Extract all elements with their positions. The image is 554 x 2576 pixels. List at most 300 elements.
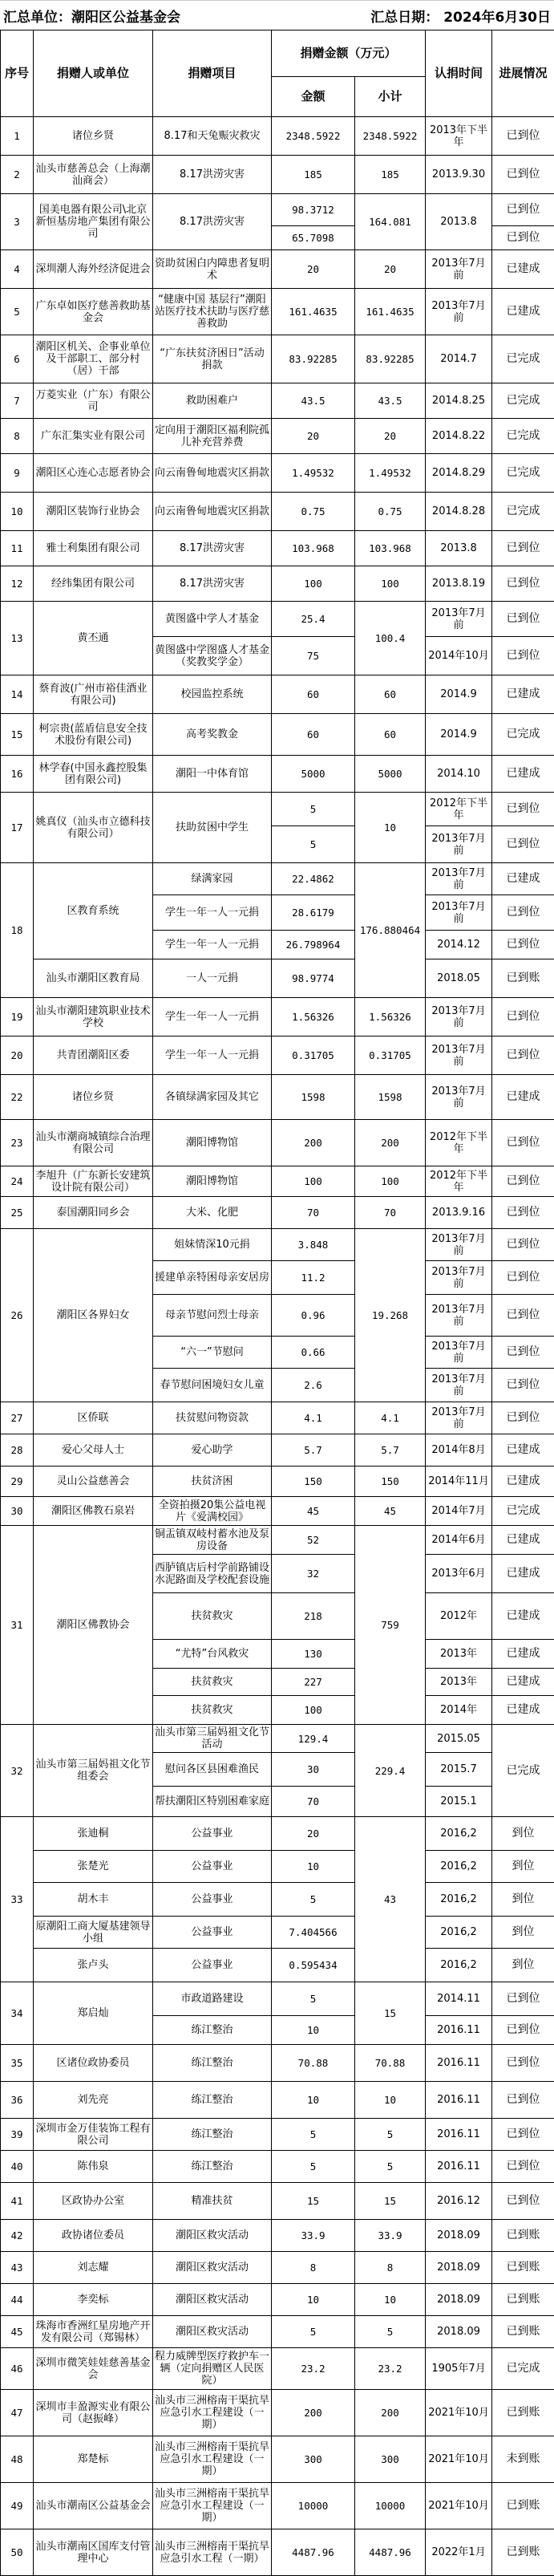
donation-table: [0, 30, 554, 2576]
cell-time: 2015.1: [426, 1787, 492, 1817]
cell-status: 已到位: [492, 117, 554, 156]
cell-time: 2014年: [426, 1696, 492, 1725]
cell-status: 已完成: [492, 493, 554, 531]
cell-amount: 28.6179: [272, 895, 355, 931]
cell-status: 已到位: [492, 1197, 554, 1229]
cell-amount: 4487.96: [272, 2529, 355, 2576]
cell-donor: 区侨联: [34, 1402, 153, 1434]
cell-time: 2014年6月: [426, 1526, 492, 1555]
cell-seq: 27: [1, 1402, 34, 1434]
cell-amount: 10: [272, 1851, 355, 1883]
cell-project: 8.17洪涝灾害: [153, 156, 272, 194]
cell-project: 母亲节慰问烈士母亲: [153, 1295, 272, 1337]
cell-donor: 潮阳区佛教石泉岩: [34, 1497, 153, 1526]
cell-donor: 胡木丰: [34, 1883, 153, 1917]
cell-status: 已到账: [492, 2390, 554, 2436]
cell-donor: 区政协办公室: [34, 2183, 153, 2220]
table-row: [1, 793, 554, 826]
cell-time: 2014年10月: [426, 637, 492, 675]
cell-amount: 200: [272, 2390, 355, 2436]
table-row: [1, 289, 554, 335]
cell-seq: 36: [1, 2082, 34, 2119]
table-row: [1, 2348, 554, 2390]
cell-time: 2018.05: [426, 959, 492, 998]
cell-time: 2013年7月前: [426, 1036, 492, 1075]
cell-amount: 100: [272, 1696, 355, 1725]
cell-seq: 26: [1, 1229, 34, 1402]
cell-project: 黄图盛中学图盛人才基金（奖教奖学金）: [153, 637, 272, 675]
cell-amount: 83.92285: [272, 335, 355, 383]
cell-time: 2012年下半年: [426, 793, 492, 826]
cell-seq: 9: [1, 454, 34, 493]
cell-project: 8.17洪涝灾害: [153, 566, 272, 602]
cell-project: “尤特”台风救灾: [153, 1640, 272, 1669]
cell-status: 已到位: [492, 531, 554, 566]
cell-status: 已到位: [492, 566, 554, 602]
cell-status: 已到账: [492, 959, 554, 998]
cell-amount: 0.595434: [272, 1949, 355, 1982]
cell-amount: 5: [272, 2316, 355, 2348]
table-row: [1, 2483, 554, 2529]
cell-time: 2014.11: [426, 1982, 492, 2016]
cell-time: 2013年下半年: [426, 117, 492, 156]
cell-time: 2014.9: [426, 675, 492, 714]
cell-amount: 185: [272, 156, 355, 194]
cell-amount: 130: [272, 1640, 355, 1669]
cell-donor: 深圳市微笑娃娃慈善基金会: [34, 2348, 153, 2390]
cell-subtotal: 19.268: [355, 1229, 426, 1402]
cell-amount: 23.2: [272, 2348, 355, 2390]
cell-project: 高考奖教金: [153, 714, 272, 756]
cell-status: 已建成: [492, 250, 554, 289]
cell-time: 2018.09: [426, 2220, 492, 2252]
cell-status: 已到位: [492, 1120, 554, 1166]
cell-project: 向云南鲁甸地震灾区捐款: [153, 493, 272, 531]
table-row: [1, 1725, 554, 1753]
cell-project: 扶贫救灾: [153, 1593, 272, 1640]
report-header: [0, 0, 554, 30]
cell-donor: 张迪桐: [34, 1817, 153, 1851]
cell-time: 2016.11: [426, 2045, 492, 2082]
cell-subtotal: 43.5: [355, 383, 426, 419]
cell-donor: 万菱实业（广东）有限公司: [34, 383, 153, 419]
cell-status: 已到账: [492, 2316, 554, 2348]
cell-seq: 2: [1, 156, 34, 194]
cell-amount: 161.4635: [272, 289, 355, 335]
cell-project: 练江整治: [153, 2045, 272, 2082]
cell-status: 已完成: [492, 1497, 554, 1526]
cell-amount: 10: [272, 2284, 355, 2316]
table-row: [1, 156, 554, 194]
cell-donor: 汕头市潮南区国库支付管理中心: [34, 2529, 153, 2576]
cell-status: 已到位: [492, 1229, 554, 1261]
cell-amount: 0.31705: [272, 1036, 355, 1075]
cell-status: 已建成: [492, 1466, 554, 1497]
cell-project: 公益事业: [153, 1851, 272, 1883]
cell-seq: 23: [1, 1120, 34, 1166]
cell-subtotal: 100: [355, 1166, 426, 1197]
cell-time: 2021年10月: [426, 2390, 492, 2436]
cell-project: 铜盂镇双岐村蓄水池及泵房设备: [153, 1526, 272, 1555]
table-row: [1, 531, 554, 566]
cell-amount: 98.3712: [272, 194, 355, 226]
cell-subtotal: 2348.5922: [355, 117, 426, 156]
cell-amount: 5: [272, 2151, 355, 2183]
cell-seq: 10: [1, 493, 34, 531]
cell-seq: 16: [1, 756, 34, 793]
cell-subtotal: 10: [355, 2284, 426, 2316]
cell-subtotal: 4487.96: [355, 2529, 426, 2576]
cell-time: 1905年7月: [426, 2348, 492, 2390]
cell-subtotal: 20: [355, 250, 426, 289]
cell-time: 2012年下半年: [426, 1120, 492, 1166]
cell-donor: 潮阳区机关、企事业单位及干部职工、部分村（居）干部: [34, 335, 153, 383]
cell-status: 已到账: [492, 2220, 554, 2252]
cell-status: 已建成: [492, 1696, 554, 1725]
cell-amount: 150: [272, 1466, 355, 1497]
cell-status: 已完成: [492, 454, 554, 493]
cell-status: 到位: [492, 1883, 554, 1917]
cell-project: 汕头市三洲榕南干渠抗旱应急引水工程建设（一期）: [153, 2483, 272, 2529]
cell-subtotal: 33.9: [355, 2220, 426, 2252]
cell-project: 8.17洪涝灾害: [153, 531, 272, 566]
cell-time: 2016.11: [426, 2119, 492, 2151]
cell-status: 已建成: [492, 1640, 554, 1669]
cell-project: 潮阳区救灾活动: [153, 2316, 272, 2348]
cell-time: 2013年7月前: [426, 1369, 492, 1402]
cell-time: 2013年7月前: [426, 1075, 492, 1120]
cell-status: 已到位: [492, 1166, 554, 1197]
cell-seq: 11: [1, 531, 34, 566]
table-row: [1, 1526, 554, 1555]
cell-status: 已到位: [492, 2183, 554, 2220]
cell-project: 姐妹情深10元捐: [153, 1229, 272, 1261]
cell-subtotal: 1.49532: [355, 454, 426, 493]
cell-status: 到位: [492, 1817, 554, 1851]
table-row: [1, 1166, 554, 1197]
cell-status: 已建成: [492, 1669, 554, 1696]
cell-donor: 汕头市慈善总会（上海潮汕商会）: [34, 156, 153, 194]
cell-project: 西胪镇店后村学前路铺设水泥路面及学校配套设施: [153, 1555, 272, 1593]
cell-project: 学生一年一人一元捐: [153, 895, 272, 931]
cell-donor: 郑楚标: [34, 2436, 153, 2483]
cell-seq: 6: [1, 335, 34, 383]
table-row: [1, 1917, 554, 1949]
cell-status: 已到位: [492, 2119, 554, 2151]
cell-status: 已建成: [492, 1526, 554, 1555]
cell-project: 程力威牌型医疗救护车一辆（定向捐赠区人民医院）: [153, 2348, 272, 2390]
cell-project: 春节慰问困境妇女儿童: [153, 1369, 272, 1402]
cell-amount: 7.404566: [272, 1917, 355, 1949]
cell-seq: 40: [1, 2151, 34, 2183]
cell-time: 2013年6月: [426, 1555, 492, 1593]
table-row: [1, 1120, 554, 1166]
cell-time: 2013.9.30: [426, 156, 492, 194]
cell-time: 2014.7: [426, 335, 492, 383]
cell-status: 到位: [492, 1949, 554, 1982]
cell-subtotal: 5000: [355, 756, 426, 793]
cell-seq: 31: [1, 1526, 34, 1725]
col-status: 进展情况: [492, 30, 554, 117]
table-row: [1, 1075, 554, 1120]
cell-subtotal: 0.75: [355, 493, 426, 531]
cell-time: 2014.9: [426, 714, 492, 756]
table-row: [1, 756, 554, 793]
cell-project: 8.17洪涝灾害: [153, 194, 272, 250]
table-row: [1, 2284, 554, 2316]
cell-project: 潮阳区救灾活动: [153, 2284, 272, 2316]
cell-time: 2016,2: [426, 1949, 492, 1982]
cell-amount: 20: [272, 419, 355, 454]
cell-subtotal: 229.4: [355, 1725, 426, 1817]
cell-donor: 区教育系统: [34, 863, 153, 959]
cell-project: 潮阳一中体育馆: [153, 756, 272, 793]
col-project: 捐赠项目: [153, 30, 272, 117]
table-row: [1, 1036, 554, 1075]
cell-status: 已完成: [492, 383, 554, 419]
cell-status: 已到账: [492, 2483, 554, 2529]
cell-seq: 46: [1, 2348, 34, 2390]
cell-status: 已建成: [492, 1555, 554, 1593]
cell-project: 潮阳博物馆: [153, 1120, 272, 1166]
cell-amount: 103.968: [272, 531, 355, 566]
cell-seq: 43: [1, 2252, 34, 2284]
col-amount: 金额: [272, 77, 355, 117]
cell-amount: 5: [272, 826, 355, 863]
cell-amount: 11.2: [272, 1261, 355, 1295]
cell-project: 爱心助学: [153, 1434, 272, 1466]
cell-project: 练江整治: [153, 2151, 272, 2183]
cell-donor: 泰国潮阳同乡会: [34, 1197, 153, 1229]
cell-seq: 30: [1, 1497, 34, 1526]
cell-donor: 深圳市金万佳装饰工程有限公司: [34, 2119, 153, 2151]
cell-status: 已到位: [492, 931, 554, 959]
cell-time: 2014.8.28: [426, 493, 492, 531]
cell-seq: 7: [1, 383, 34, 419]
cell-time: 2013年7月前: [426, 1402, 492, 1434]
cell-project: 全资拍摄20集公益电视片《爱满校园》: [153, 1497, 272, 1526]
table-row: [1, 419, 554, 454]
cell-time: 2016,2: [426, 1817, 492, 1851]
cell-amount: 70.88: [272, 2045, 355, 2082]
cell-status: 已到位: [492, 2045, 554, 2082]
cell-donor: 张卢头: [34, 1949, 153, 1982]
cell-donor: 诸位乡贤: [34, 1075, 153, 1120]
cell-project: “六一”节慰问: [153, 1337, 272, 1369]
table-row: [1, 493, 554, 531]
col-seq: 序号: [1, 30, 34, 117]
cell-subtotal: 0.31705: [355, 1036, 426, 1075]
cell-amount: 5: [272, 793, 355, 826]
cell-subtotal: 1598: [355, 1075, 426, 1120]
table-row: [1, 2252, 554, 2284]
cell-time: 2013年7月前: [426, 250, 492, 289]
cell-time: 2015.05: [426, 1725, 492, 1753]
cell-project: 援建单亲特困母亲安居房: [153, 1261, 272, 1295]
cell-project: 汕头市第三届妈祖文化节活动: [153, 1725, 272, 1753]
cell-donor: 共青团潮阳区委: [34, 1036, 153, 1075]
cell-subtotal: 103.968: [355, 531, 426, 566]
cell-seq: 33: [1, 1817, 34, 1982]
cell-seq: 20: [1, 1036, 34, 1075]
cell-status: 已到账: [492, 2252, 554, 2284]
table-row: [1, 454, 554, 493]
cell-donor: 汕头市潮南区公益基金会: [34, 2483, 153, 2529]
cell-seq: 1: [1, 117, 34, 156]
cell-seq: 39: [1, 2119, 34, 2151]
cell-seq: 13: [1, 602, 34, 675]
cell-status: 已建成: [492, 1434, 554, 1466]
cell-seq: 32: [1, 1725, 34, 1817]
cell-time: 2014.8.25: [426, 383, 492, 419]
cell-project: 潮阳区救灾活动: [153, 2220, 272, 2252]
cell-status: 已到位: [492, 1369, 554, 1402]
cell-amount: 10: [272, 2016, 355, 2045]
cell-status: 已完成: [492, 1725, 554, 1817]
cell-donor: 李旭升（广东新长安建筑设计院有限公司）: [34, 1166, 153, 1197]
cell-project: 黄图盛中学人才基金: [153, 602, 272, 637]
cell-donor: 姚真仪（汕头市立德科技有限公司）: [34, 793, 153, 863]
cell-amount: 65.7098: [272, 226, 355, 250]
cell-time: 2013.8: [426, 531, 492, 566]
cell-seq: 19: [1, 998, 34, 1036]
cell-project: 绿满家园: [153, 863, 272, 895]
cell-subtotal: 4.1: [355, 1402, 426, 1434]
table-row: [1, 2316, 554, 2348]
cell-seq: 4: [1, 250, 34, 289]
cell-seq: 5: [1, 289, 34, 335]
table-row: [1, 602, 554, 637]
table-row: [1, 2119, 554, 2151]
cell-seq: 17: [1, 793, 34, 863]
cell-amount: 5: [272, 1982, 355, 2016]
cell-time: 2013年7月前: [426, 1337, 492, 1369]
cell-subtotal: 70.88: [355, 2045, 426, 2082]
cell-seq: 18: [1, 863, 34, 998]
cell-donor: 柯宗贵(蓝盾信息安全技术股份有限公司): [34, 714, 153, 756]
cell-status: 到位: [492, 1851, 554, 1883]
cell-seq: 15: [1, 714, 34, 756]
cell-time: 2013.8.19: [426, 566, 492, 602]
cell-project: 练江整治: [153, 2119, 272, 2151]
cell-subtotal: 100: [355, 566, 426, 602]
cell-donor: 深圳潮人海外经济促进会: [34, 250, 153, 289]
cell-amount: 5: [272, 1883, 355, 1917]
cell-amount: 3.848: [272, 1229, 355, 1261]
cell-time: 2014年11月: [426, 1466, 492, 1497]
cell-amount: 20: [272, 1817, 355, 1851]
cell-amount: 60: [272, 675, 355, 714]
cell-status: 已到位: [492, 826, 554, 863]
cell-subtotal: 5: [355, 2316, 426, 2348]
cell-donor: 刘志耀: [34, 2252, 153, 2284]
cell-status: 已完成: [492, 2348, 554, 2390]
table-row: [1, 2390, 554, 2436]
cell-amount: 0.75: [272, 493, 355, 531]
cell-amount: 5000: [272, 756, 355, 793]
cell-subtotal: 83.92285: [355, 335, 426, 383]
cell-time: 2014.10: [426, 756, 492, 793]
cell-status: 已到位: [492, 1982, 554, 2016]
cell-time: 2013年: [426, 1640, 492, 1669]
cell-donor: 广东卓如医疗慈善救助基金会: [34, 289, 153, 335]
cell-seq: 28: [1, 1434, 34, 1466]
cell-status: 已建成: [492, 863, 554, 895]
table-row: [1, 2436, 554, 2483]
cell-status: 已到位: [492, 602, 554, 637]
cell-amount: 26.798964: [272, 931, 355, 959]
cell-subtotal: 1.56326: [355, 998, 426, 1036]
cell-status: 已到位: [492, 895, 554, 931]
cell-status: 已到位: [492, 2016, 554, 2045]
cell-project: “广东扶贫济困日”活动捐款: [153, 335, 272, 383]
cell-status: 已到位: [492, 156, 554, 194]
cell-seq: 50: [1, 2529, 34, 2576]
cell-project: 学生一年一人一元捐: [153, 998, 272, 1036]
cell-donor: 经纬集团有限公司: [34, 566, 153, 602]
cell-subtotal: 5: [355, 2151, 426, 2183]
cell-status: 未到账: [492, 2436, 554, 2483]
cell-donor: 区诸位政协委员: [34, 2045, 153, 2082]
cell-seq: 25: [1, 1197, 34, 1229]
cell-donor: 黄丕通: [34, 602, 153, 675]
cell-project: 扶贫救灾: [153, 1696, 272, 1725]
cell-donor: 陈伟泉: [34, 2151, 153, 2183]
cell-subtotal: 8: [355, 2252, 426, 2284]
cell-time: 2015.7: [426, 1753, 492, 1787]
cell-project: 扶贫救灾: [153, 1669, 272, 1696]
cell-seq: 35: [1, 2045, 34, 2082]
table-row: [1, 863, 554, 895]
table-row: [1, 194, 554, 226]
table-row: [1, 1434, 554, 1466]
cell-seq: 49: [1, 2483, 34, 2529]
cell-subtotal: 150: [355, 1466, 426, 1497]
cell-subtotal: 200: [355, 1120, 426, 1166]
table-row: [1, 998, 554, 1036]
table-row: [1, 1982, 554, 2016]
cell-seq: 3: [1, 194, 34, 250]
cell-amount: 1.56326: [272, 998, 355, 1036]
table-row: [1, 2151, 554, 2183]
cell-subtotal: 185: [355, 156, 426, 194]
cell-project: 学生一年一人一元捐: [153, 931, 272, 959]
cell-time: 2013年7月前: [426, 895, 492, 931]
cell-donor: 汕头市潮商城镇综合治理有限公司: [34, 1120, 153, 1166]
cell-project: 潮阳博物馆: [153, 1166, 272, 1197]
cell-donor: 潮阳区心连心志愿者协会: [34, 454, 153, 493]
table-row: [1, 117, 554, 156]
cell-project: 定向用于潮阳区福利院孤儿补充营养费: [153, 419, 272, 454]
cell-seq: 42: [1, 2220, 34, 2252]
cell-amount: 75: [272, 637, 355, 675]
cell-time: 2018.09: [426, 2252, 492, 2284]
cell-amount: 200: [272, 1120, 355, 1166]
table-row: [1, 1949, 554, 1982]
cell-amount: 4.1: [272, 1402, 355, 1434]
cell-amount: 100: [272, 566, 355, 602]
cell-amount: 10: [272, 2082, 355, 2119]
cell-amount: 70: [272, 1787, 355, 1817]
summary-date: 汇总日期： 2024年6月30日: [370, 6, 551, 26]
cell-project: 向云南鲁甸地震灾区捐款: [153, 454, 272, 493]
cell-project: 慰问各区县困难渔民: [153, 1753, 272, 1787]
cell-seq: 44: [1, 2284, 34, 2316]
cell-amount: 15: [272, 2183, 355, 2220]
cell-amount: 43.5: [272, 383, 355, 419]
cell-subtotal: 43: [355, 1817, 426, 1982]
cell-donor: 李奕标: [34, 2284, 153, 2316]
